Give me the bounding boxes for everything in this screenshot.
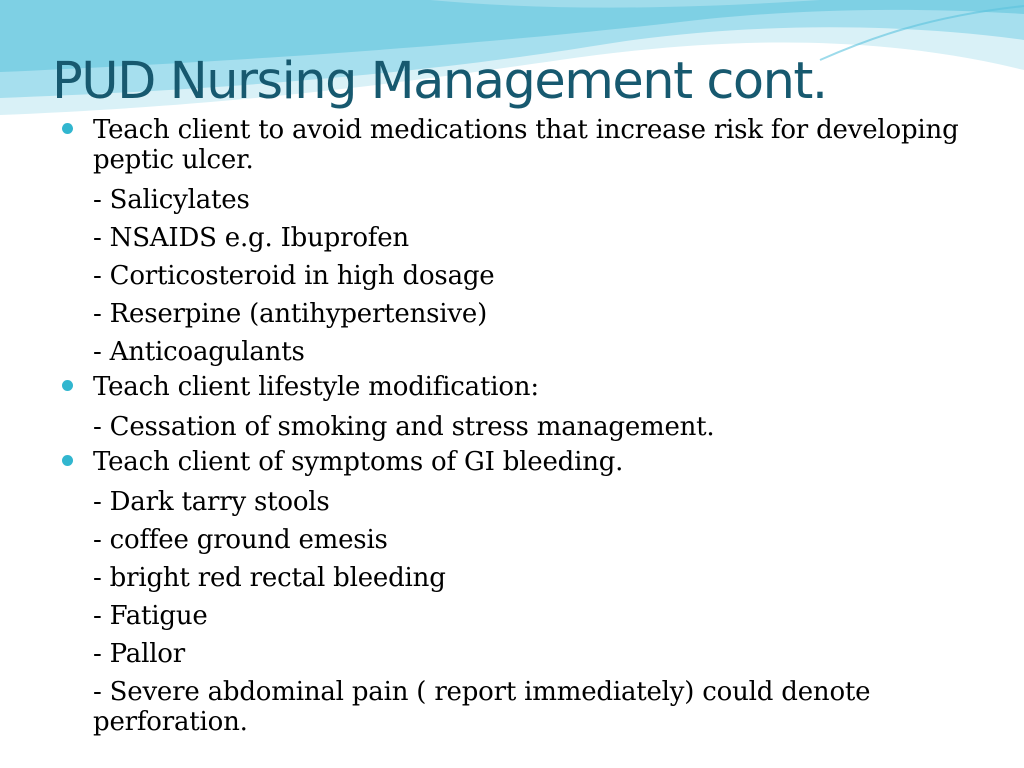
sub-item: - Dark tarry stools <box>93 487 330 517</box>
slide-body <box>62 114 962 741</box>
sub-item: - Corticosteroid in high dosage <box>93 261 495 291</box>
bullet-item <box>62 371 962 408</box>
slide-title: PUD Nursing Management cont. <box>52 52 827 111</box>
bullet-dot-icon <box>62 380 73 391</box>
bullet-dot-icon <box>62 455 73 466</box>
sub-item: - Reserpine (antihypertensive) <box>93 299 488 329</box>
sub-item: - Fatigue <box>93 601 208 631</box>
sub-item: - Pallor <box>93 639 185 669</box>
sub-item: - NSAIDS e.g. Ibuprofen <box>93 223 409 253</box>
sub-item: - Severe abdominal pain ( report immediately) could denote perforation. <box>93 677 871 737</box>
sub-item: - coffee ground emesis <box>93 525 388 555</box>
sub-item: - Salicylates <box>93 185 250 215</box>
bullet-item <box>62 114 962 181</box>
sub-item: - Anticoagulants <box>93 337 305 367</box>
sub-item: - Cessation of smoking and stress management. <box>93 412 715 442</box>
bullet-text: Teach client to avoid medications that increase risk for developing peptic ulcer. <box>93 115 959 175</box>
bullet-item <box>62 446 962 483</box>
bullet-dot-icon <box>62 123 73 134</box>
bullet-text: Teach client of symptoms of GI bleeding. <box>93 447 624 477</box>
bullet-text: Teach client lifestyle modification: <box>93 372 539 402</box>
sub-item: - bright red rectal bleeding <box>93 563 446 593</box>
